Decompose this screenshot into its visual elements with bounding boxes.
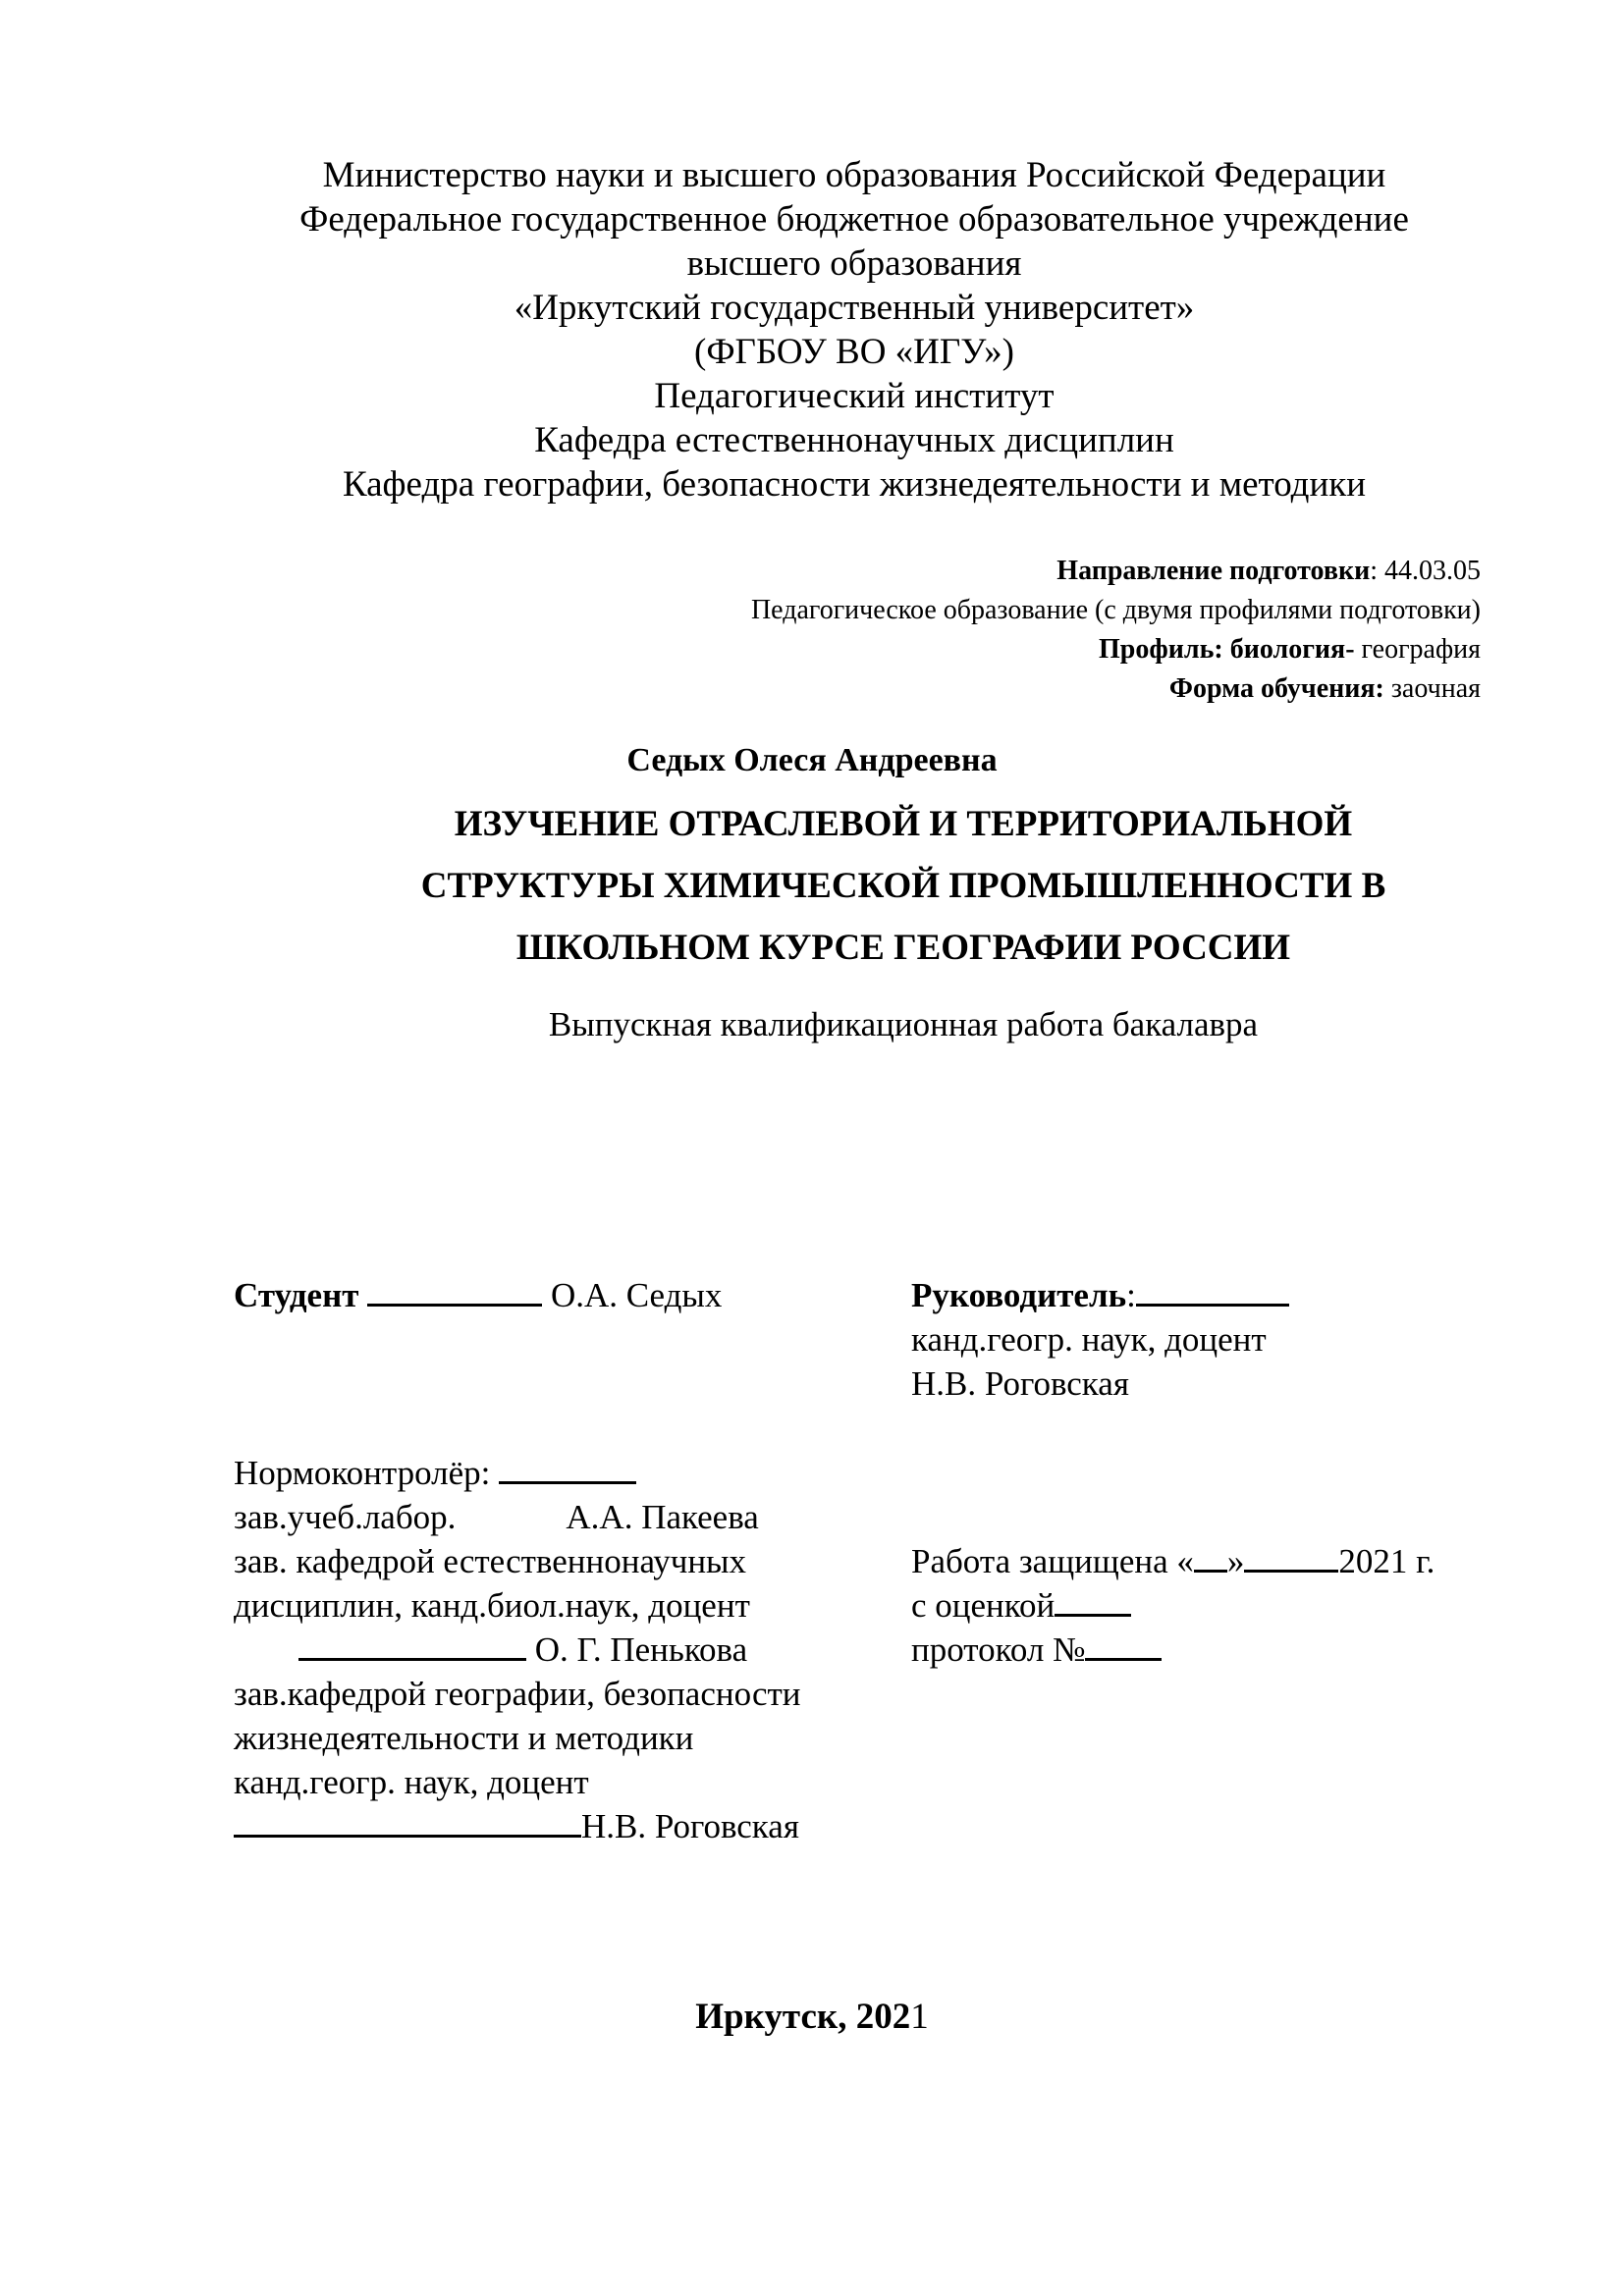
- header-line: «Иркутский государственный университет»: [514, 288, 1195, 328]
- work-type: Выпускная квалификационная работа бакалавра: [548, 1005, 1259, 1043]
- day-blank: [1194, 1569, 1227, 1573]
- supervisor-name: Н.В. Роговская: [911, 1364, 1129, 1403]
- signature-line: [499, 1480, 636, 1484]
- student-label: Студент: [234, 1276, 359, 1314]
- thesis-title: [0, 793, 1624, 979]
- profile-value: география: [1354, 634, 1481, 665]
- author-name: Седых Олеся Андреевна: [626, 742, 998, 778]
- protocol-label: протокол №: [911, 1630, 1086, 1669]
- head2-line: канд.геогр. наук, доцент: [234, 1763, 589, 1801]
- head1-line: дисциплин, канд.биол.наук, доцент: [234, 1586, 750, 1625]
- form-line: [751, 669, 1481, 709]
- header-line: Кафедра естественнонаучных дисциплин: [534, 420, 1174, 460]
- protocol-blank: [1085, 1657, 1162, 1661]
- form-value: заочная: [1383, 673, 1481, 704]
- city-main: Иркутск, 202: [695, 1997, 911, 2037]
- profile-line: [751, 630, 1481, 669]
- direction-line: [751, 552, 1481, 591]
- defense-block: [911, 1539, 1435, 1672]
- student-block: [234, 1273, 722, 1317]
- header-line: высшего образования: [686, 243, 1022, 284]
- supervisor-label: Руководитель: [911, 1276, 1127, 1314]
- header-line: Федеральное государственное бюджетное образовательное учреждение: [299, 199, 1409, 240]
- month-blank: [1244, 1569, 1338, 1573]
- city-tail: 1: [910, 1997, 929, 2037]
- defense-mid: »: [1226, 1542, 1245, 1580]
- normcontrol-name: А.А. Пакеева: [566, 1498, 759, 1536]
- city-year: [0, 1995, 1624, 2040]
- defense-year: 2021 г.: [1338, 1542, 1435, 1580]
- direction-code: : 44.03.05: [1370, 556, 1481, 586]
- form-label: Форма обучения:: [1168, 673, 1384, 704]
- supervisor-block: [911, 1273, 1289, 1406]
- approvals-block: [234, 1451, 801, 1848]
- head2-line: жизнедеятельности и методики: [234, 1719, 694, 1757]
- head1-line: зав. кафедрой естественнонаучных: [234, 1542, 747, 1580]
- signature-line: [298, 1657, 526, 1661]
- direction-label: Направление подготовки: [1056, 556, 1371, 586]
- header-line: Министерство науки и высшего образования Российской Федерации: [322, 155, 1386, 195]
- student-name: О.А. Седых: [550, 1276, 723, 1314]
- head2-name: Н.В. Роговская: [581, 1807, 799, 1845]
- header-line: Педагогический институт: [654, 376, 1055, 416]
- header-line: Кафедра географии, безопасности жизнедеятельности и методики: [342, 464, 1367, 505]
- supervisor-colon: :: [1126, 1276, 1136, 1314]
- normcontrol-label: Нормоконтролёр:: [234, 1454, 500, 1492]
- profile-label: Профиль: биология-: [1099, 634, 1355, 665]
- grade-blank: [1055, 1613, 1131, 1617]
- signature-line: [234, 1834, 581, 1838]
- signature-line: [1136, 1303, 1289, 1307]
- header-line: (ФГБОУ ВО «ИГУ»): [694, 332, 1014, 372]
- title-line: СТРУКТУРЫ ХИМИЧЕСКОЙ ПРОМЫШЛЕННОСТИ В: [420, 866, 1386, 906]
- head2-line: зав.кафедрой географии, безопасности: [234, 1675, 801, 1713]
- direction-name: Педагогическое образование (с двумя профилями подготовки): [750, 595, 1481, 625]
- title-line: ШКОЛЬНОМ КУРСЕ ГЕОГРАФИИ РОССИИ: [515, 928, 1291, 968]
- head1-name: О. Г. Пенькова: [526, 1630, 748, 1669]
- grade-label: с оценкой: [911, 1586, 1056, 1625]
- defense-prefix: Работа защищена «: [911, 1542, 1194, 1580]
- supervisor-degree: канд.геогр. наук, доцент: [911, 1320, 1267, 1359]
- normcontrol-position: зав.учеб.лабор.: [234, 1498, 457, 1536]
- title-line: ИЗУЧЕНИЕ ОТРАСЛЕВОЙ И ТЕРРИТОРИАЛЬНОЙ: [454, 804, 1353, 844]
- signature-line: [367, 1303, 542, 1307]
- ministry-header: [0, 153, 1624, 507]
- program-block: [751, 552, 1481, 709]
